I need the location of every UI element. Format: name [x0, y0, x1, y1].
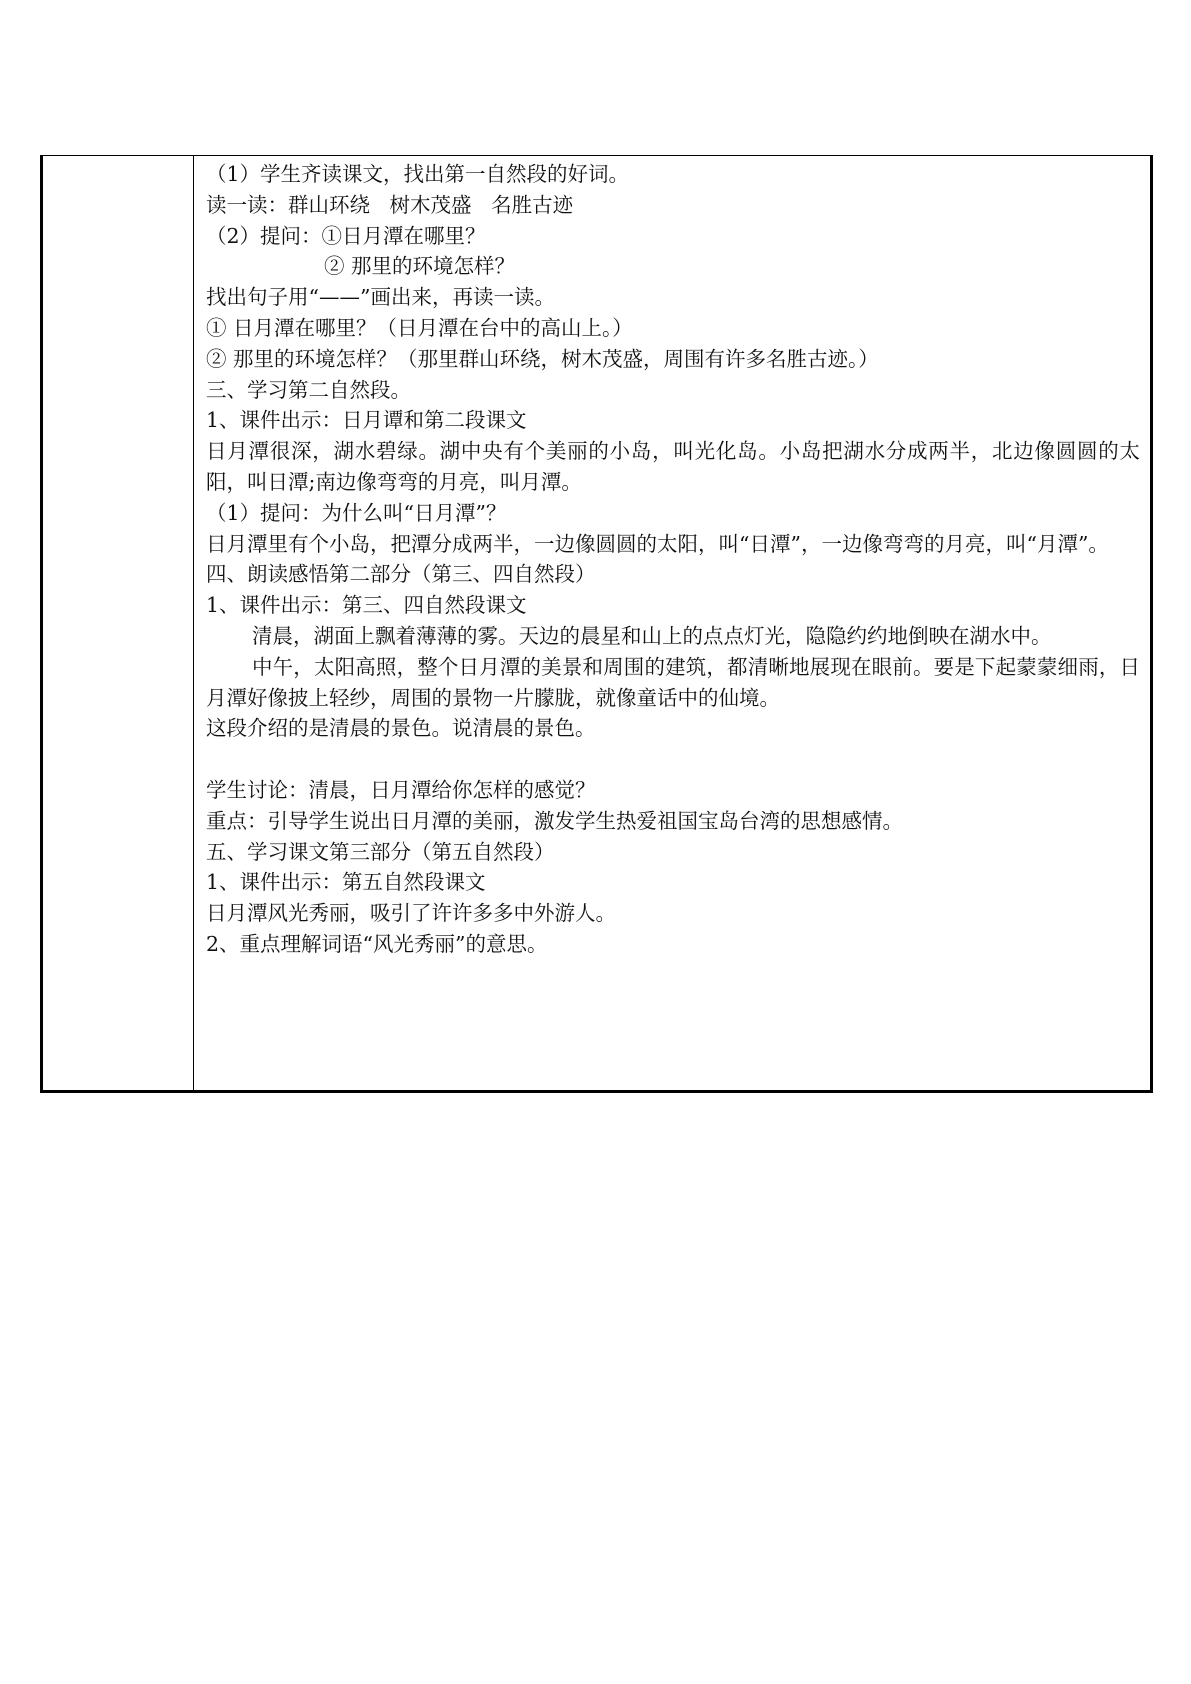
section-heading: 四、朗读感悟第二部分（第三、四自然段） [206, 562, 596, 587]
blank-line [206, 744, 1140, 775]
text-line: 读一读：群山环绕 树木茂盛 名胜古迹 [206, 192, 574, 217]
text-line: ① 日月潭在哪里？（日月潭在台中的高山上。） [206, 315, 633, 340]
text-paragraph: 中午，太阳高照，整个日月潭的美景和周围的建筑，都清晰地展现在眼前。要是下起蒙蒙细雨，日月潭好像披上轻纱，周围的景物一片朦胧，就像童话中的仙境。 [206, 654, 1140, 710]
label-cell [42, 156, 194, 1092]
text-line: 日月潭风光秀丽，吸引了许许多多中外游人。 [206, 901, 616, 926]
text-line: 这段介绍的是清晨的景色。说清晨的景色。 [206, 716, 596, 741]
text-line: （1）提问：为什么叫“日月潭”？ [206, 500, 507, 525]
section-heading: 三、学习第二自然段。 [206, 377, 411, 402]
text-paragraph: 清晨，湖面上飘着薄薄的雾。天边的晨星和山上的点点灯光，隐隐约约地倒映在湖水中。 [252, 623, 1052, 648]
text-line: 2、重点理解词语“风光秀丽”的意思。 [206, 931, 548, 956]
section-heading: 五、学习课文第三部分（第五自然段） [206, 839, 555, 864]
text-line: 重点：引导学生说出日月潭的美丽，激发学生热爱祖国宝岛台湾的思想感情。 [206, 808, 903, 833]
text-line: 1、课件出示：日月谭和第二段课文 [206, 408, 527, 433]
content-cell [194, 156, 1152, 1092]
text-line: ② 那里的环境怎样？（那里群山环绕，树木茂盛，周围有许多名胜古迹。） [206, 346, 879, 371]
text-line: 学生讨论：清晨，日月潭给你怎样的感觉？ [206, 777, 596, 802]
text-paragraph: 日月潭里有个小岛，把潭分成两半，一边像圆圆的太阳，叫“日潭”，一边像弯弯的月亮，叫“月潭”。 [206, 531, 1109, 556]
text-line: ② 那里的环境怎样？ [324, 254, 516, 279]
text-line: 1、课件出示：第三、四自然段课文 [206, 593, 527, 618]
text-paragraph: 日月潭很深，湖水碧绿。湖中央有个美丽的小岛，叫光化岛。小岛把湖水分成两半，北边像圆圆的太阳，叫日潭;南边像弯弯的月亮，叫月潭。 [206, 439, 1140, 494]
text-line: 找出句子用“——”画出来，再读一读。 [206, 285, 555, 310]
text-line: 1、课件出示：第五自然段课文 [206, 870, 486, 895]
lesson-content [194, 156, 1150, 960]
text-line: （2）提问：①日月潭在哪里？ [206, 223, 486, 248]
lesson-plan-table [40, 155, 1153, 1093]
table-row [42, 156, 1152, 1092]
text-line: （1）学生齐读课文，找出第一自然段的好词。 [206, 162, 630, 186]
